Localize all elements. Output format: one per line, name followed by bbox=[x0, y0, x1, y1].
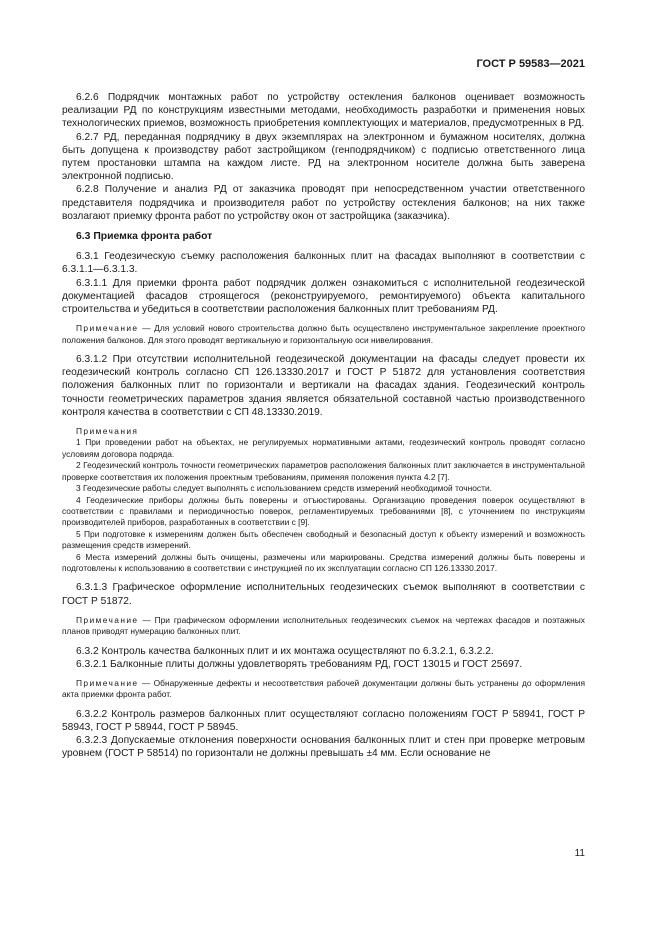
paragraph-6-2-8: 6.2.8 Получение и анализ РД от заказчика проводят при непосредственном участии ответственного представителя подрядчика и производителя работ по устройству остекления балконов; на них также возлагают приемку фронта работ по устройству окон от застройщика (заказчика). bbox=[62, 184, 585, 222]
paragraph-6-3-1-1: 6.3.1.1 Для приемки фронта работ подрядчик должен ознакомиться с исполнительной геодезической документацией фасадов строящегося (реконструируемого, ремонтируемого) объекта капитального строительства и убедиться в соответствии расположения балконных плит требованиям РД. bbox=[62, 277, 585, 316]
paragraph-6-3-1: 6.3.1 Геодезическую съемку расположения балконных плит на фасадах выполняют в соответствии с 6.3.1.1—6.3.1.3. bbox=[62, 251, 585, 276]
paragraph-6-3-1-2: 6.3.1.2 При отсутствии исполнительной геодезической документации на фасады следует провести их геодезический контроль согласно СП 126.13330.2017 и ГОСТ Р 51872 для установления соответствия положения балконных плит по горизонтали и вертикали на фасадах здания. Геодезический контроль точности геометрических параметров здания является обязательной составной частью производственного контроля качества в соответствии с СП 48.13330.2019. bbox=[62, 354, 585, 418]
standard-code: ГОСТ Р 59583—2021 bbox=[476, 58, 585, 70]
section-heading-6-3: 6.3 Приемка фронта работ bbox=[76, 231, 213, 243]
note-item-3: 3 Геодезические работы следует выполнять с использованием средств измерений необходимой точности. bbox=[76, 483, 492, 494]
paragraph-6-3-2-1: 6.3.2.1 Балконные плиты должны удовлетворять требованиям РД, ГОСТ 13015 и ГОСТ 25697. bbox=[76, 658, 523, 670]
page-number: 11 bbox=[574, 848, 585, 859]
note-item-6: 6 Места измерений должны быть очищены, размечены или маркированы. Средства измерений должны быть поверены и подготовлены к использованию в соответствии с инструкцией по их эксплуатации согласно СП 126.13330.2017. bbox=[62, 551, 585, 573]
paragraph-6-2-7: 6.2.7 РД, переданная подрядчику в двух экземплярах на электронном и бумажном носителях, должна быть допущена к производству работ застройщиком (генподрядчиком) с подписью ответственного лица путем простановки штампа на каждом листе. РД на электронном носителе должна быть заверена электронной подписью. bbox=[62, 131, 585, 183]
note-6-3-1-1 bbox=[62, 323, 585, 346]
note-6-3-2-1 bbox=[62, 678, 585, 701]
paragraph-6-2-6: 6.2.6 Подрядчик монтажных работ по устройству остекления балконов оценивает возможность реализации РД по конструкциям известными методами, необходимость разработки и применения новых технологических приемов, возможность приобретения комплектующих и материалов, предусмотренных в РД. bbox=[62, 92, 585, 130]
note-text: — При графическом оформлении исполнительных геодезических съемок на чертежах фасадов и поэтажных планов приводят нумерацию балконных плит. bbox=[62, 614, 585, 637]
note-6-3-1-3 bbox=[62, 615, 585, 638]
note-label: Примечание bbox=[76, 614, 139, 625]
paragraph-6-3-2-2: 6.3.2.2 Контроль размеров балконных плит осуществляют согласно положениям ГОСТ Р 58941, ГОСТ Р 58943, ГОСТ Р 58944, ГОСТ Р 58945. bbox=[62, 708, 585, 733]
note-text: — Обнаруженные дефекты и несоответствия рабочей документации должны быть устранены до оформления акта приемки фронта работ. bbox=[62, 677, 585, 700]
paragraph-6-3-2: 6.3.2 Контроль качества балконных плит и их монтажа осуществляют по 6.3.2.1, 6.3.2.2. bbox=[76, 645, 494, 657]
note-text: — Для условий нового строительства должно быть осуществлено инструментальное закрепление проектного положения балконов. Для этого проводят вертикальную и горизонтальную оси нивелирования. bbox=[62, 323, 585, 345]
notes-heading: Примечания bbox=[76, 426, 139, 437]
note-item-2: 2 Геодезический контроль точности геометрических параметров расположения балконных плит заключается в инструментальной проверке соответствия их положения проектным требованиям, применяя положения пункта 4.2 [7]. bbox=[62, 460, 585, 482]
paragraph-6-3-1-3: 6.3.1.3 Графическое оформление исполнительных геодезических съемок выполняют в соответствии с ГОСТ Р 51872. bbox=[62, 582, 585, 607]
note-label: Примечание bbox=[76, 677, 139, 688]
document-body bbox=[62, 91, 585, 761]
note-item-4: 4 Геодезические приборы должны быть поверены и отъюстированы. Организацию проведения поверок осуществляют в соответствии с правилами и периодичностью поверок, регламентируемых требованиями [8], с уточнением по инструкциям производителей приборов, разработанных в соответствии с [9]. bbox=[62, 494, 585, 528]
note-label: Примечание bbox=[76, 323, 139, 334]
note-item-5: 5 При подготовке к измерениям должен быть обеспечен свободный и безопасный доступ к объекту измерений и возможность размещения средств измерений. bbox=[62, 528, 585, 551]
paragraph-6-3-2-3: 6.3.2.3 Допускаемые отклонения поверхности основания балконных плит и стен при проверке метровым уровнем (ГОСТ Р 58514) по горизонтали не должны превышать ±4 мм. Если основание не bbox=[62, 735, 585, 760]
note-item-1: 1 При проведении работ на объектах, не регулируемых нормативными актами, геодезический контроль проводят согласно условиям договора подряда. bbox=[62, 437, 585, 459]
